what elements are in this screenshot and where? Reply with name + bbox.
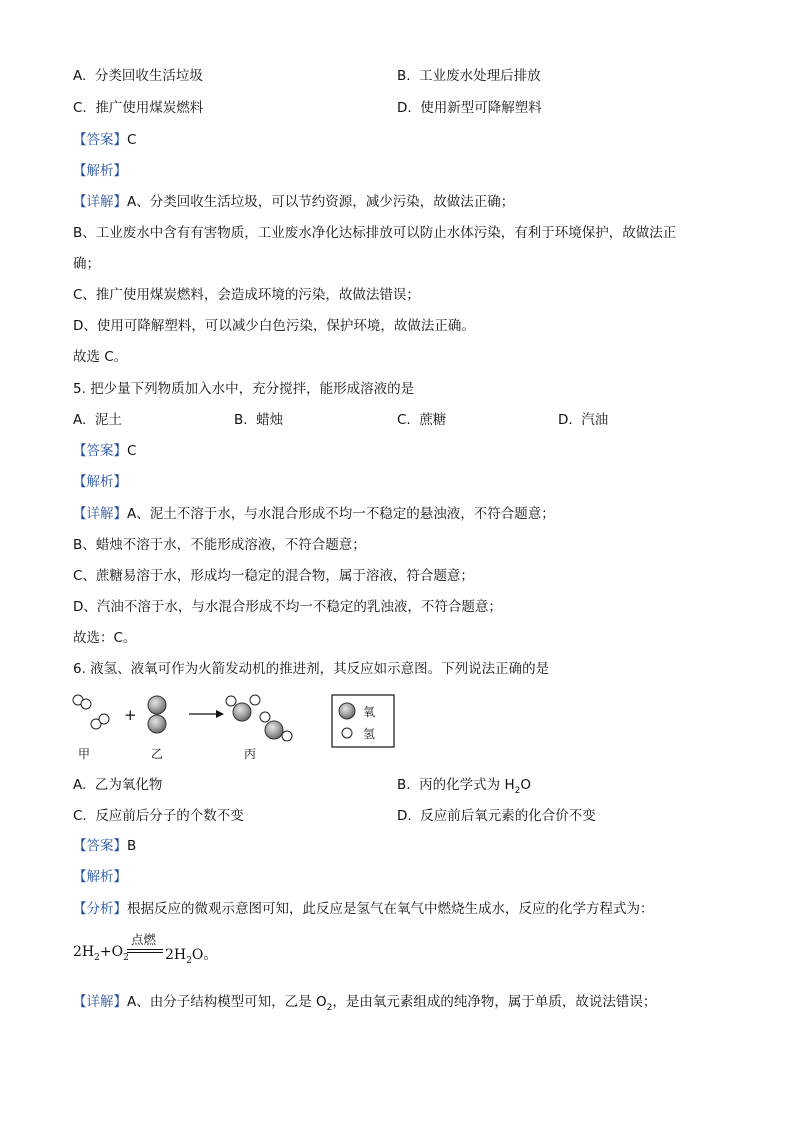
water-molecules-bing (226, 695, 292, 741)
q5-detail-line-2: B、蜡烛不溶于水，不能形成溶液，不符合题意； (73, 537, 366, 553)
q4-detail-line-4: C、推广使用煤炭燃料，会造成环境的污染，故做法错误； (73, 287, 420, 303)
label-bing: 丙 (244, 747, 257, 761)
q5-detail-line-3: C、蔗糖易溶于水，形成均一稳定的混合物，属于溶液，符合题意； (73, 568, 474, 584)
q6-analysis-heading: 【解析】 (73, 869, 127, 885)
q5-detail-line-1: 【详解】A、泥土不溶于水，与水混合形成不均一不稳定的悬浊液，不符合题意； (73, 506, 555, 522)
q5-option-c: C. 蔗糖 (397, 412, 447, 428)
q5-option-b: B. 蜡烛 (234, 412, 284, 428)
q5-detail-line-4: D、汽油不溶于水，与水混合形成不均一不稳定的乳浊液，不符合题意； (73, 599, 502, 615)
q4-detail-line-3: 确； (73, 256, 100, 272)
equation-reactants: $2H_2+O_2$ (73, 944, 129, 963)
legend-hydrogen: 氢 (363, 727, 376, 741)
q6-detail-line-1: 【详解】A、由分子结构模型可知，乙是 $O_2$，是由氧元素组成的纯净物，属于单质，故说法错误； (73, 994, 657, 1013)
q4-detail-line-5: D、使用可降解塑料，可以减少白色污染，保护环境，故做法正确。 (73, 318, 475, 334)
q6-option-a: A. 乙为氧化物 (73, 777, 163, 793)
equation-product: $2H_2O$。 (165, 947, 218, 966)
q4-option-b: B. 工业废水处理后排放 (397, 68, 541, 84)
legend-oxygen: 氧 (363, 705, 376, 719)
q4-option-c: C. 推广使用煤炭燃料 (73, 100, 204, 116)
q5-conclusion: 故选：C。 (73, 630, 137, 646)
hydrogen-molecules-jia (73, 695, 109, 729)
q4-option-a: A. 分类回收生活垃圾 (73, 68, 203, 84)
q6-option-b: B. 丙的化学式为 $H_2O$ (397, 777, 531, 796)
reaction-diagram (66, 688, 426, 770)
q4-answer: 【答案】C (73, 132, 137, 148)
q6-stem: 6. 液氢、液氧可作为火箭发动机的推进剂，其反应如示意图。下列说法正确的是 (73, 661, 550, 677)
label-jia: 甲 (78, 747, 91, 761)
q6-option-c: C. 反应前后分子的个数不变 (73, 808, 244, 824)
q5-option-a: A. 泥土 (73, 412, 122, 428)
q4-detail-line-1: 【详解】A、分类回收生活垃圾，可以节约资源，减少污染，故做法正确； (73, 194, 515, 210)
plus-sign: + (124, 706, 137, 724)
equation-condition: 点燃 (131, 932, 157, 947)
q4-conclusion: 故选 C。 (73, 349, 128, 365)
q4-option-d: D. 使用新型可降解塑料 (397, 100, 542, 116)
q6-answer: 【答案】B (73, 838, 137, 854)
q4-detail-line-2: B、工业废水中含有有害物质，工业废水净化达标排放可以防止水体污染，有利于环境保护，故做法正 (73, 225, 677, 241)
q4-analysis-heading: 【解析】 (73, 163, 127, 179)
q5-analysis-heading: 【解析】 (73, 474, 127, 490)
q6-analysis-line: 【分析】根据反应的微观示意图可知，此反应是氢气在氧气中燃烧生成水，反应的化学方程式为： (73, 901, 654, 917)
diagram-legend (332, 695, 394, 747)
q5-stem: 5. 把少量下列物质加入水中，充分搅拌，能形成溶液的是 (73, 381, 415, 397)
equation-bar-bottom (127, 952, 163, 953)
label-yi: 乙 (151, 747, 164, 761)
reaction-arrow (189, 710, 224, 718)
q6-option-d: D. 反应前后氧元素的化合价不变 (397, 808, 596, 824)
oxygen-molecule-yi (148, 696, 166, 733)
q5-option-d: D. 汽油 (558, 412, 609, 428)
equation-bar-top (127, 949, 163, 950)
q5-answer: 【答案】C (73, 443, 137, 459)
